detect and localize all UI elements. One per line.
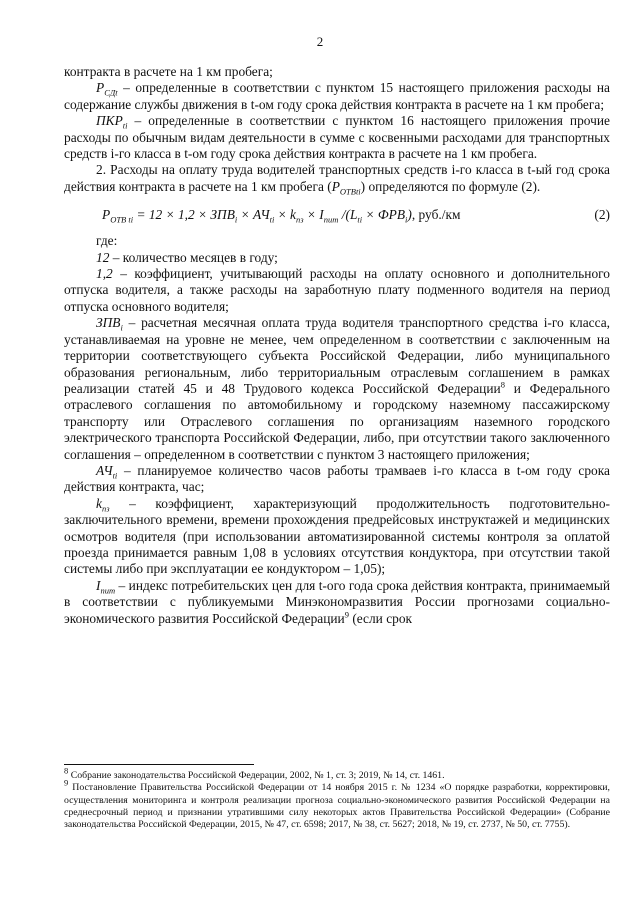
definition-zpv <box>64 315 610 463</box>
definition-text: – планируемое количество часов работы трамваев i-го класса в t-ом году срока действия контракта, час; <box>64 462 610 495</box>
symbol <box>96 80 118 99</box>
formula-subscript: i <box>234 214 238 225</box>
document-body <box>64 64 610 627</box>
symbol-subscript: ti <box>112 470 118 481</box>
symbol <box>96 577 116 596</box>
formula-unit: , руб./км <box>411 207 461 223</box>
symbol-text: ЗПВ <box>96 315 121 331</box>
symbol <box>331 178 361 197</box>
symbol: 12 <box>96 249 110 265</box>
footnote-9 <box>64 778 610 831</box>
formula-part: × k <box>274 207 296 223</box>
footnote-text: Постановление Правительства Российской Федерации от 14 ноября 2015 г. № 1234 «О порядке разработки, корректировки, осуществления мониторинга и контроля реализации прогноза социально-экономического развития Российской Федерации на среднесрочный период и признании утратившими силу некоторых актов Правительства Российской Федерации» (Собрание законодательства Российской Федерации, 2015, № 47, ст. 6598; 2017, № 38, ст. 5627; 2018, № 19, ст. 2737, № 50, ст. 7755). <box>64 782 610 831</box>
definition-text: – количество месяцев в году; <box>109 249 278 265</box>
page-number: 2 <box>316 34 324 49</box>
footnote-mark: 8 <box>64 765 69 776</box>
symbol-subscript: СДt <box>104 88 118 99</box>
formula-subscript: пит <box>323 214 339 225</box>
symbol-text: I <box>96 577 101 593</box>
formula-expression <box>102 207 460 223</box>
definition-text: и Федерального отраслевого соглашения по автомобильному и городскому наземному пассажирскому транспорту или Отраслевого соглашения по организациям наземного городского электрического транспорта Российской Федерации, либо, при отсутствии такого заключенного соглашения – определенном в соответствии с пунктом 3 настоящего приложения; <box>64 380 610 462</box>
formula-subscript: ti <box>269 214 275 225</box>
paragraph-text: контракта в расчете на 1 км пробега; <box>64 64 273 79</box>
definition-ach <box>64 463 610 496</box>
formula-part: × ФРВ <box>362 207 405 223</box>
symbol <box>96 495 110 514</box>
symbol-subscript: i <box>120 322 123 333</box>
formula-subscript: ОТВ ti <box>110 214 134 225</box>
definition-text: (если срок <box>348 610 413 626</box>
definition-12 <box>64 250 610 266</box>
symbol-subscript: ОТВti <box>339 186 361 197</box>
definition-text: – коэффициент, характеризующий продолжительность подготовительно-заключительного времени, времени прохождения предрейсовых инструктажей и медицинских осмотров водителя (при использовании автоматизированной системы контроля за оплатой проезда принимается равным 1,08 в условиях отсутствия кондуктора, при отсутствии такой системы либо при эксплуатации ее кондуктором – 1,05); <box>64 495 610 577</box>
formula-subscript: i <box>405 214 408 225</box>
definition-1-2 <box>64 266 610 315</box>
formula-subscript: ti <box>357 214 363 225</box>
footnote-mark: 9 <box>64 778 69 789</box>
symbol-text: Р <box>331 178 340 194</box>
footnotes <box>64 765 610 831</box>
symbol <box>96 113 128 131</box>
definition-text: – коэффициент, учитывающий расходы на оплату основного и дополнительного отпуска водителя, а также расходы на заработную плату подменного водителя на период отпуска основного водителя; <box>64 266 610 314</box>
paragraph-text: 2. Расходы на оплату труда водителей транспортных средств i-го класса в t-ый год срока действия контракта в расчете на 1 км пробега ( <box>64 162 610 194</box>
formula-subscript: пз <box>296 214 304 225</box>
symbol-subscript: пит <box>100 585 116 596</box>
formula-2 <box>64 205 610 225</box>
definition-rsd <box>64 80 610 113</box>
footnote-ref[interactable]: 9 <box>344 609 349 620</box>
formula-part: = 12 × 1,2 × ЗПВ <box>133 207 235 223</box>
where-text: где: <box>96 233 118 249</box>
symbol-subscript: ti <box>122 120 128 131</box>
formula-part: × I <box>303 207 324 223</box>
definition-pkr <box>64 113 610 162</box>
formula-number: (2) <box>594 207 610 223</box>
symbol <box>96 462 118 481</box>
definition-text: – индекс потребительских цен для t-ого года срока действия контракта, принимаемый в соответствии с публикуемыми Минэкономразвития России прогнозами социально-экономического развития Российской Федерации <box>64 577 610 626</box>
definition-text: – расчетная месячная оплата труда водителя транспортного средства i-го класса, устанавливаемая на уровне не менее, чем определенном в соответствии с заключенным на территории соответствующего субъекта Российской Федерации, либо муниципального образования региональным, либо территориальным отраслевым соглашением в рамках реализации статей 45 и 48 Трудового кодекса Российской Федерации <box>64 315 610 396</box>
paragraph-text: ) определяются по формуле (2). <box>360 178 541 194</box>
symbol-text: АЧ <box>96 462 113 478</box>
footnote-text: Собрание законодательства Российской Федерации, 2002, № 1, ст. 3; 2019, № 14, ст. 1461. <box>68 770 445 781</box>
formula-part: ) <box>407 207 412 223</box>
symbol-text: k <box>96 495 102 511</box>
formula-part: × АЧ <box>237 207 270 223</box>
where-label <box>64 233 610 249</box>
paragraph-2 <box>64 162 610 195</box>
symbol-text: ПКР <box>96 113 123 129</box>
formula-part: Р <box>102 207 111 223</box>
footnote-divider <box>64 764 254 765</box>
definition-kpz <box>64 496 610 578</box>
definition-text: – определенные в соответствии с пунктом 15 настоящего приложения расходы на содержание службы движения в t-ом году срока действия контракта в расчете на 1 км пробега; <box>64 80 610 112</box>
symbol: 1,2 <box>96 266 113 282</box>
symbol-text: Р <box>96 80 105 96</box>
symbol-subscript: пз <box>101 503 110 514</box>
formula-part: /(L <box>338 207 358 223</box>
footnote-8 <box>64 765 610 782</box>
definition-text: – определенные в соответствии с пунктом 16 настоящего приложения прочие расходы по обычным видам деятельности в сумме с косвенными расходами для транспортных средств i-го класса в t-ом году срока действия контракта в расчете на 1 км пробега. <box>64 113 610 162</box>
paragraph <box>64 64 610 80</box>
definition-ipit <box>64 578 610 627</box>
footnote-ref[interactable]: 8 <box>500 379 505 390</box>
symbol <box>96 315 123 333</box>
